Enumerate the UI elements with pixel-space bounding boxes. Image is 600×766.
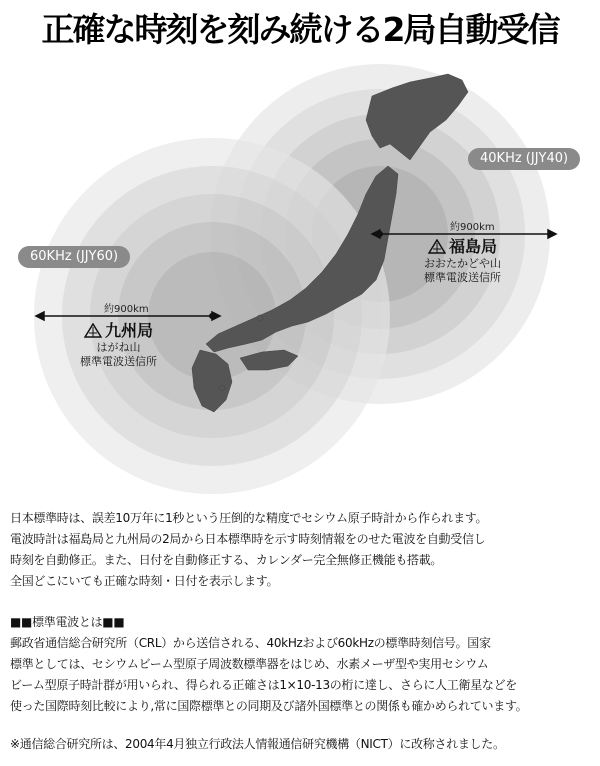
transmitter-icon: [84, 323, 102, 338]
jjy60-label: 60KHz (JJY60): [18, 246, 130, 268]
standard-wave-line: 標準としては、セシウムビーム型原子周波数標準器をはじめ、水素メーザ型や実用セシウム: [10, 657, 489, 671]
fukushima-facility: 標準電波送信所: [424, 271, 501, 284]
standard-wave-heading: ■■標準電波とは■■: [10, 615, 125, 629]
fukushima-station: [424, 234, 501, 285]
coverage-map-graphic: [0, 48, 600, 498]
kyushu-mountain: はがね山: [96, 341, 141, 354]
intro-line: 電波時計は福島局と九州局の2局から日本標準時を示す時刻情報をのせた電波を自動受信し: [10, 532, 486, 546]
standard-wave-line: 郵政省通信総合研究所（CRL）から送信される、40kHzおよび60kHzの標準時刻信号。国家: [10, 636, 491, 650]
fukushima-distance-label: 約900km: [450, 222, 495, 233]
standard-wave-section: [10, 612, 592, 717]
standard-wave-line: ビーム型原子時計群が用いられ、得られる正確さは1×10-13の桁に達し、さらに人工衛星などを: [10, 678, 518, 692]
intro-line: 日本標準時は、誤差10万年に1秒という圧倒的な精度でセシウム原子時計から作られます。: [10, 511, 488, 525]
jjy40-label: 40KHz (JJY40): [468, 148, 580, 170]
footnote: ※通信総合研究所は、2004年4月独立行政法人情報通信研究機構（NICT）に改称されました。: [10, 737, 505, 751]
fukushima-station-marker: [377, 231, 383, 237]
intro-line: 全国どこにいても正確な時刻・日付を表示します。: [10, 574, 279, 588]
intro-line: 時刻を自動修正。また、日付を自動修正する、カレンダー完全無修正機能も搭載。: [10, 553, 443, 567]
fukushima-mountain: おおたかどや山: [424, 257, 501, 270]
kyushu-station-marker: [209, 313, 215, 319]
fukushima-station-name: 福島局: [448, 237, 497, 256]
intro-paragraph: [10, 508, 592, 592]
kyushu-station-name: 九州局: [104, 321, 153, 340]
transmitter-icon: [428, 239, 446, 254]
kyushu-station: [80, 318, 157, 369]
kyushu-facility: 標準電波送信所: [80, 355, 157, 368]
coverage-map: [0, 48, 600, 498]
standard-wave-line: 使った国際時刻比較により,常に国際標準との同期及び諸外国標準との関係も確かめられています。: [10, 699, 528, 713]
page-title: 正確な時刻を刻み続ける2局自動受信: [41, 10, 559, 49]
kyushu-distance-label: 約900km: [104, 304, 149, 315]
